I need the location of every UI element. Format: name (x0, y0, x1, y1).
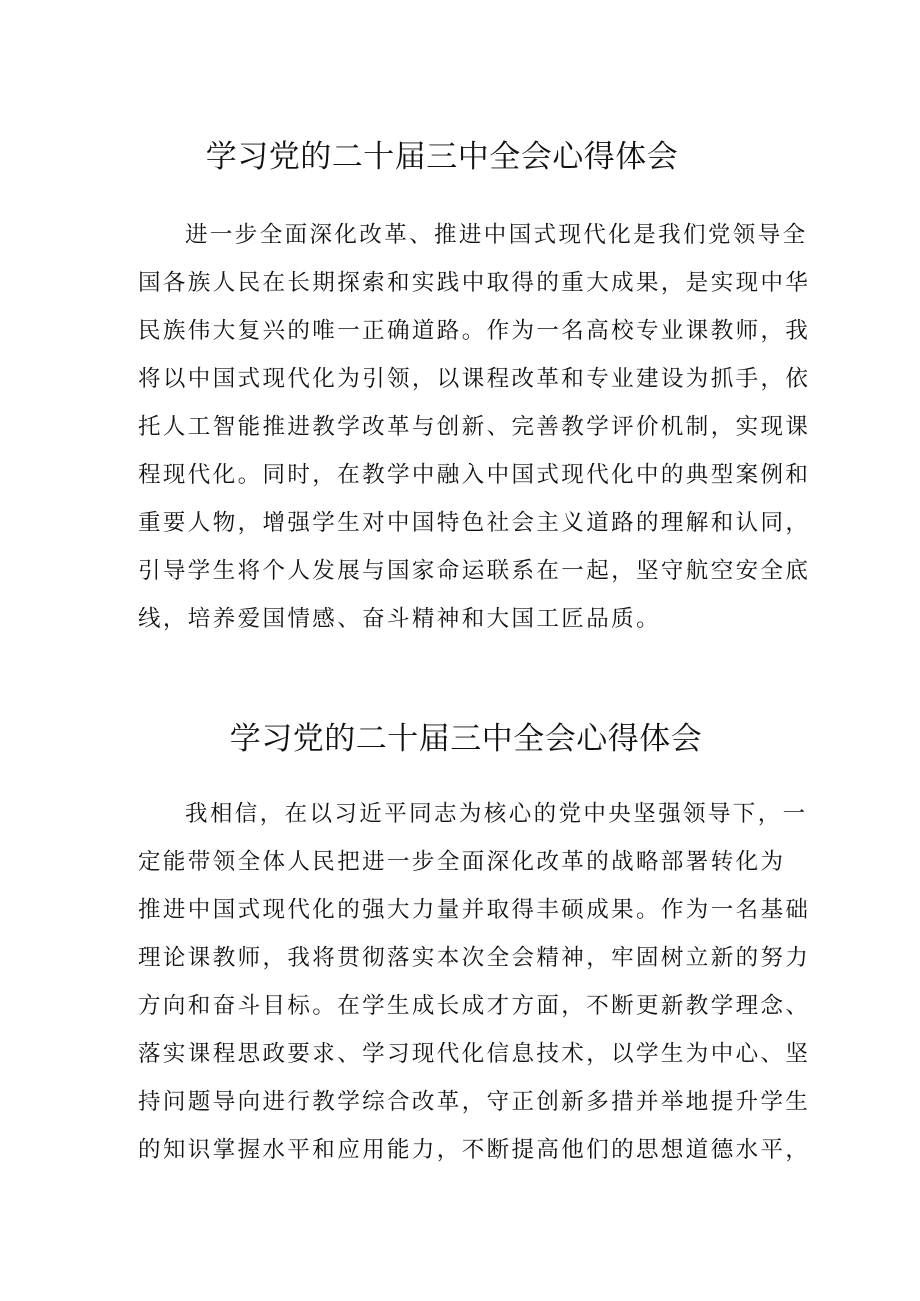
paragraph-line: 的知识掌握水平和应用能力，不断提高他们的思想道德水平， (138, 1137, 811, 1163)
paragraph-line: 我相信，在以习近平同志为核心的党中央坚强领导下，一 (185, 801, 808, 827)
paragraph-line: 国各族人民在长期探索和实践中取得的重大成果，是实现中华 (138, 270, 811, 296)
section-1-paragraph (138, 211, 811, 643)
paragraph-line: 程现代化。同时，在教学中融入中国式现代化中的典型案例和 (138, 462, 811, 488)
section-2-title: 学习党的二十届三中全会心得体会 (229, 720, 703, 757)
paragraph-line: 民族伟大复兴的唯一正确道路。作为一名高校专业课教师，我 (138, 318, 811, 344)
paragraph-line: 方向和奋斗目标。在学生成长成才方面，不断更新教学理念、 (138, 993, 811, 1019)
paragraph-line: 将以中国式现代化为引领，以课程改革和专业建设为抓手，依 (138, 366, 811, 392)
section-2-paragraph (138, 790, 811, 1174)
paragraph-line: 推进中国式现代化的强大力量并取得丰硕成果。作为一名基础 (138, 897, 811, 923)
paragraph-line: 线，培养爱国情感、奋斗精神和大国工匠品质。 (138, 606, 661, 632)
paragraph-line: 定能带领全体人民把进一步全面深化改革的战略部署转化为 (138, 849, 786, 875)
paragraph-line: 落实课程思政要求、学习现代化信息技术，以学生为中心、坚 (138, 1041, 811, 1067)
paragraph-line: 持问题导向进行教学综合改革，守正创新多措并举地提升学生 (138, 1089, 811, 1115)
paragraph-line: 理论课教师，我将贯彻落实本次全会精神，牢固树立新的努力 (138, 945, 811, 971)
section-1-title: 学习党的二十届三中全会心得体会 (205, 138, 679, 175)
paragraph-line: 重要人物，增强学生对中国特色社会主义道路的理解和认同， (138, 510, 811, 536)
paragraph-line: 进一步全面深化改革、推进中国式现代化是我们党领导全 (185, 222, 808, 248)
paragraph-line: 托人工智能推进教学改革与创新、完善教学评价机制，实现课 (138, 414, 811, 440)
paragraph-line: 引导学生将个人发展与国家命运联系在一起，坚守航空安全底 (138, 558, 811, 584)
